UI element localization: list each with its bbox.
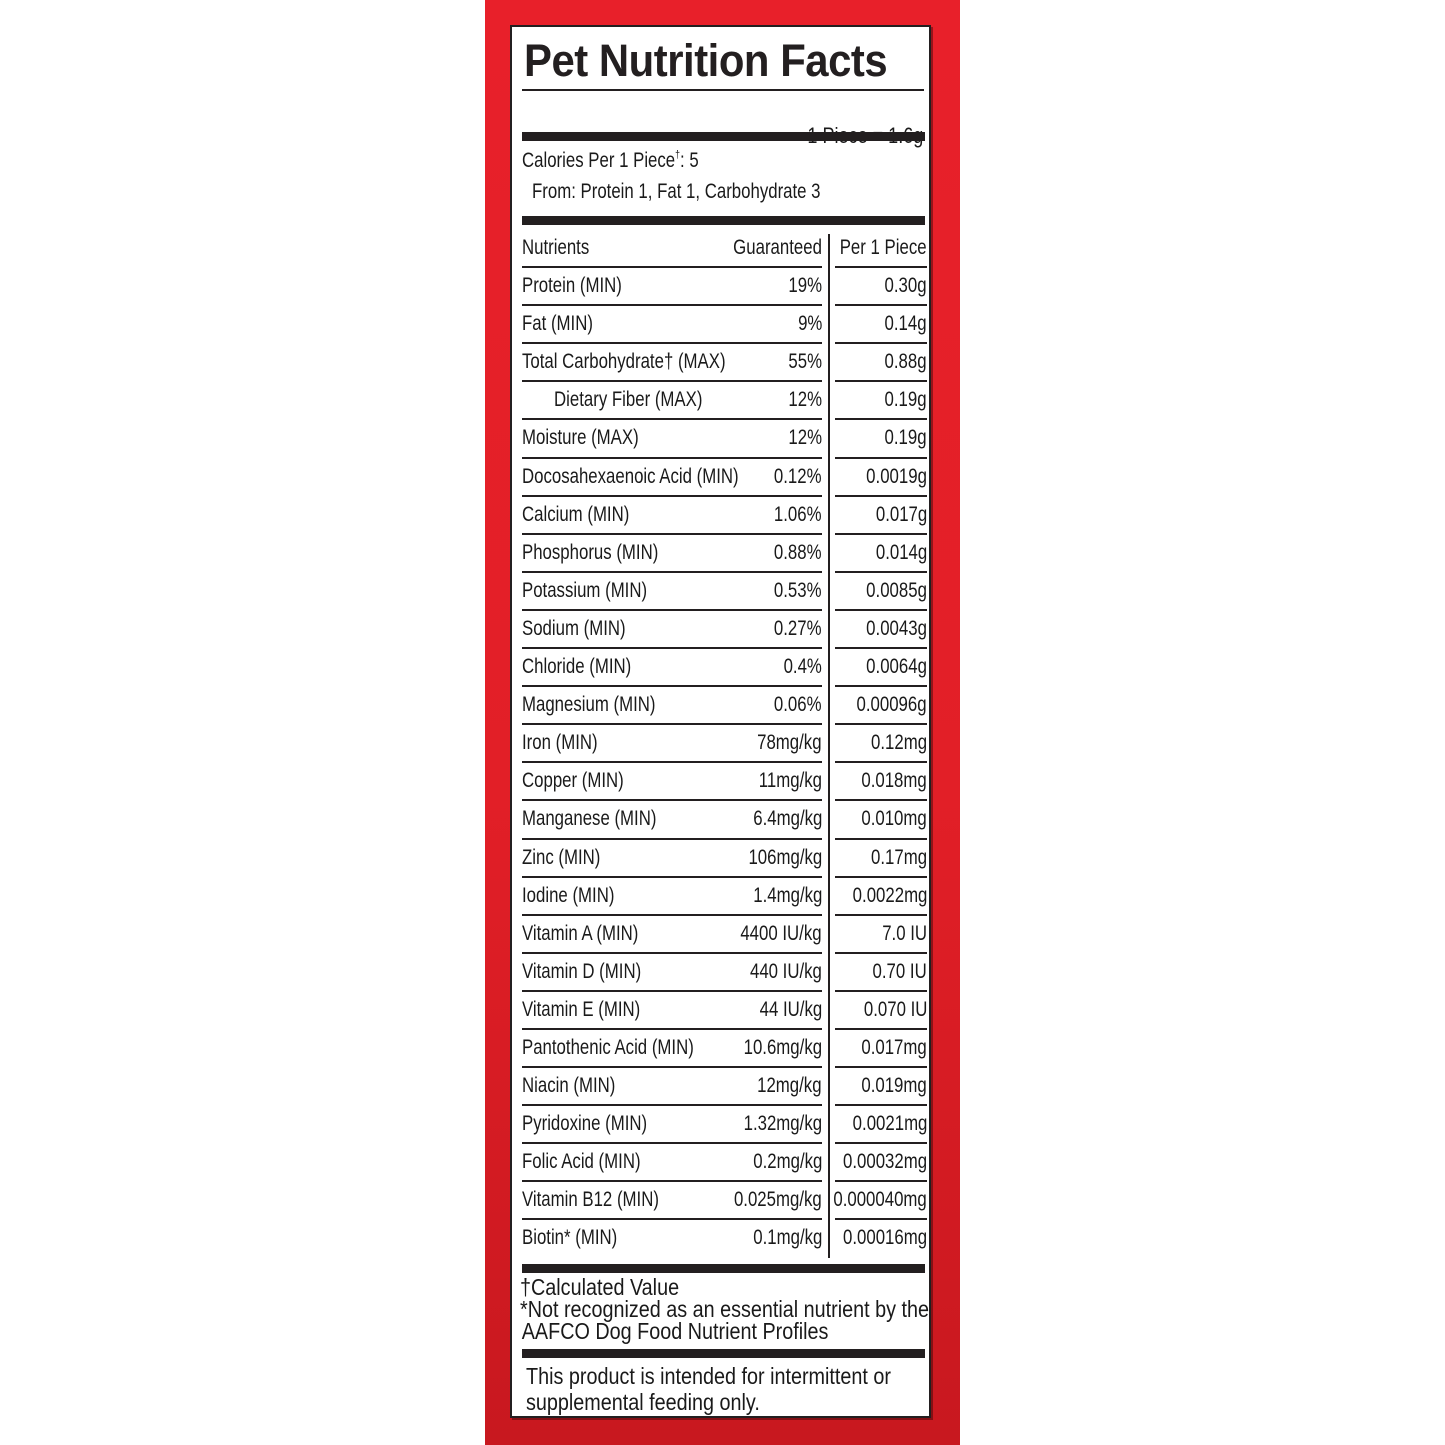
guaranteed-value: 4400 IU/kg (740, 921, 822, 945)
table-row (522, 649, 927, 687)
nutrient-name: Calcium (MIN) (522, 502, 630, 526)
guaranteed-value: 0.12% (774, 464, 822, 488)
nutrient-name: Sodium (MIN) (522, 616, 626, 640)
per-piece-value: 0.0064g (866, 655, 927, 679)
guaranteed-value: 0.27% (774, 616, 822, 640)
per-piece-value: 0.017g (875, 502, 927, 526)
guaranteed-value: 0.1mg/kg (752, 1226, 822, 1250)
table-row (522, 573, 927, 611)
table-row (522, 916, 927, 954)
table-row (522, 459, 927, 497)
per-piece-value: 0.30g (884, 274, 927, 298)
nutrient-name: Pyridoxine (MIN) (522, 1112, 648, 1136)
table-row (522, 1030, 927, 1068)
nutrient-name: Docosahexaenoic Acid (MIN) (522, 464, 739, 488)
table-row (522, 840, 927, 878)
table-row (522, 954, 927, 992)
nutrient-name: Folic Acid (MIN) (522, 1150, 641, 1174)
header-nutrients: Nutrients (522, 236, 590, 259)
table-row (522, 1182, 927, 1220)
per-piece-value: 0.0022mg (852, 883, 927, 907)
table-row (522, 306, 927, 344)
guaranteed-value: 44 IU/kg (759, 997, 822, 1021)
per-piece-value: 7.0 IU (882, 921, 927, 945)
per-piece-value: 0.070 IU (863, 997, 927, 1021)
nutrient-name: Fat (MIN) (522, 312, 593, 336)
nutrient-name: Dietary Fiber (MAX) (554, 388, 703, 412)
calories-label: Calories Per 1 Piece (522, 149, 676, 172)
guaranteed-value: 12% (788, 426, 822, 450)
table-header-row (522, 230, 927, 268)
guaranteed-value: 55% (788, 350, 822, 374)
per-piece-value: 0.0043g (866, 616, 927, 640)
disclaimer-line-2: supplemental feeding only. (526, 1389, 760, 1415)
nutrient-name: Moisture (MAX) (522, 426, 639, 450)
calories-dagger: † (675, 149, 681, 161)
table-row (522, 535, 927, 573)
table-row (522, 1144, 927, 1182)
table-row (522, 344, 927, 382)
per-piece-value: 0.88g (884, 350, 927, 374)
table-row (522, 801, 927, 839)
nutrient-name: Total Carbohydrate† (MAX) (522, 350, 726, 374)
guaranteed-value: 0.4% (783, 655, 822, 679)
table-row (522, 382, 927, 420)
label-title: Pet Nutrition Facts (524, 35, 888, 86)
nutrient-name: Niacin (MIN) (522, 1074, 616, 1098)
per-piece-value: 0.12mg (870, 731, 927, 755)
guaranteed-value: 9% (797, 312, 822, 336)
table-row (522, 725, 927, 763)
table-row (522, 992, 927, 1030)
table-row (522, 420, 927, 458)
per-piece-value: 0.19g (884, 426, 927, 450)
per-piece-value: 0.018mg (861, 769, 927, 793)
nutrient-name: Vitamin E (MIN) (522, 997, 641, 1021)
per-piece-value: 0.0019g (866, 464, 927, 488)
per-piece-value: 0.19g (884, 388, 927, 412)
per-piece-value: 0.017mg (861, 1035, 927, 1059)
guaranteed-value: 0.88% (774, 540, 822, 564)
divider-thick (522, 1349, 925, 1358)
guaranteed-value: 0.06% (774, 693, 822, 717)
guaranteed-value: 19% (788, 274, 822, 298)
guaranteed-value: 11mg/kg (758, 769, 822, 793)
calories-per-piece (522, 149, 699, 173)
guaranteed-value: 0.025mg/kg (734, 1188, 822, 1212)
per-piece-value: 0.010mg (861, 807, 927, 831)
table-row (522, 497, 927, 535)
table-row (522, 1068, 927, 1106)
header-per-piece: Per 1 Piece (840, 236, 927, 259)
nutrient-name: Chloride (MIN) (522, 655, 632, 679)
guaranteed-value: 1.32mg/kg (743, 1112, 822, 1136)
table-row (522, 268, 927, 306)
footnote-not-recognized-1: *Not recognized as an essential nutrient by the (520, 1296, 930, 1322)
divider-thick (522, 216, 925, 225)
per-piece-value: 0.000040mg (833, 1188, 927, 1212)
calories-from: From: Protein 1, Fat 1, Carbohydrate 3 (532, 180, 821, 203)
guaranteed-value: 0.2mg/kg (752, 1150, 822, 1174)
nutrient-name: Vitamin A (MIN) (522, 921, 639, 945)
footnote-calculated: †Calculated Value (520, 1274, 680, 1300)
table-row (522, 1106, 927, 1144)
nutrient-name: Protein (MIN) (522, 274, 622, 298)
header-guaranteed: Guaranteed (733, 236, 822, 259)
divider-thick (522, 1264, 925, 1273)
divider-thick (522, 132, 925, 141)
nutrient-name: Pantothenic Acid (MIN) (522, 1035, 694, 1059)
nutrient-name: Iodine (MIN) (522, 883, 615, 907)
nutrient-name: Phosphorus (MIN) (522, 540, 659, 564)
per-piece-value: 0.70 IU (872, 959, 927, 983)
per-piece-value: 0.014g (875, 540, 927, 564)
guaranteed-value: 106mg/kg (748, 845, 822, 869)
per-piece-value: 0.14g (884, 312, 927, 336)
per-piece-value: 0.00032mg (842, 1150, 927, 1174)
guaranteed-value: 1.4mg/kg (752, 883, 822, 907)
divider-thin (522, 89, 924, 91)
table-row (522, 763, 927, 801)
table-row (522, 687, 927, 725)
per-piece-value: 0.17mg (870, 845, 927, 869)
nutrient-name: Vitamin B12 (MIN) (522, 1188, 659, 1212)
table-row (522, 1220, 927, 1258)
nutrient-name: Zinc (MIN) (522, 845, 601, 869)
nutrient-table (522, 230, 927, 1259)
table-row (522, 611, 927, 649)
guaranteed-value: 78mg/kg (757, 731, 822, 755)
guaranteed-value: 10.6mg/kg (743, 1035, 822, 1059)
footnotes (520, 1276, 929, 1342)
nutrient-name: Magnesium (MIN) (522, 693, 656, 717)
nutrient-name: Vitamin D (MIN) (522, 959, 642, 983)
table-row (522, 878, 927, 916)
disclaimer-line-1: This product is intended for intermittent or (526, 1363, 892, 1389)
per-piece-value: 0.00096g (856, 693, 927, 717)
guaranteed-value: 1.06% (774, 502, 822, 526)
per-piece-value: 0.019mg (861, 1074, 927, 1098)
guaranteed-value: 6.4mg/kg (752, 807, 822, 831)
nutrient-name: Biotin* (MIN) (522, 1226, 618, 1250)
per-piece-value: 0.0085g (866, 578, 927, 602)
per-piece-value: 0.0021mg (852, 1112, 927, 1136)
nutrient-name: Manganese (MIN) (522, 807, 657, 831)
guaranteed-value: 12% (788, 388, 822, 412)
guaranteed-value: 0.53% (774, 578, 822, 602)
calories-value: : 5 (680, 149, 699, 172)
feeding-disclaimer (526, 1363, 891, 1415)
guaranteed-value: 440 IU/kg (750, 959, 822, 983)
nutrient-name: Iron (MIN) (522, 731, 598, 755)
footnote-not-recognized-2: AAFCO Dog Food Nutrient Profiles (521, 1318, 829, 1344)
nutrient-name: Potassium (MIN) (522, 578, 648, 602)
nutrient-name: Copper (MIN) (522, 769, 624, 793)
guaranteed-value: 12mg/kg (757, 1074, 822, 1098)
per-piece-value: 0.00016mg (842, 1226, 927, 1250)
nutrition-facts-label (510, 25, 931, 1418)
